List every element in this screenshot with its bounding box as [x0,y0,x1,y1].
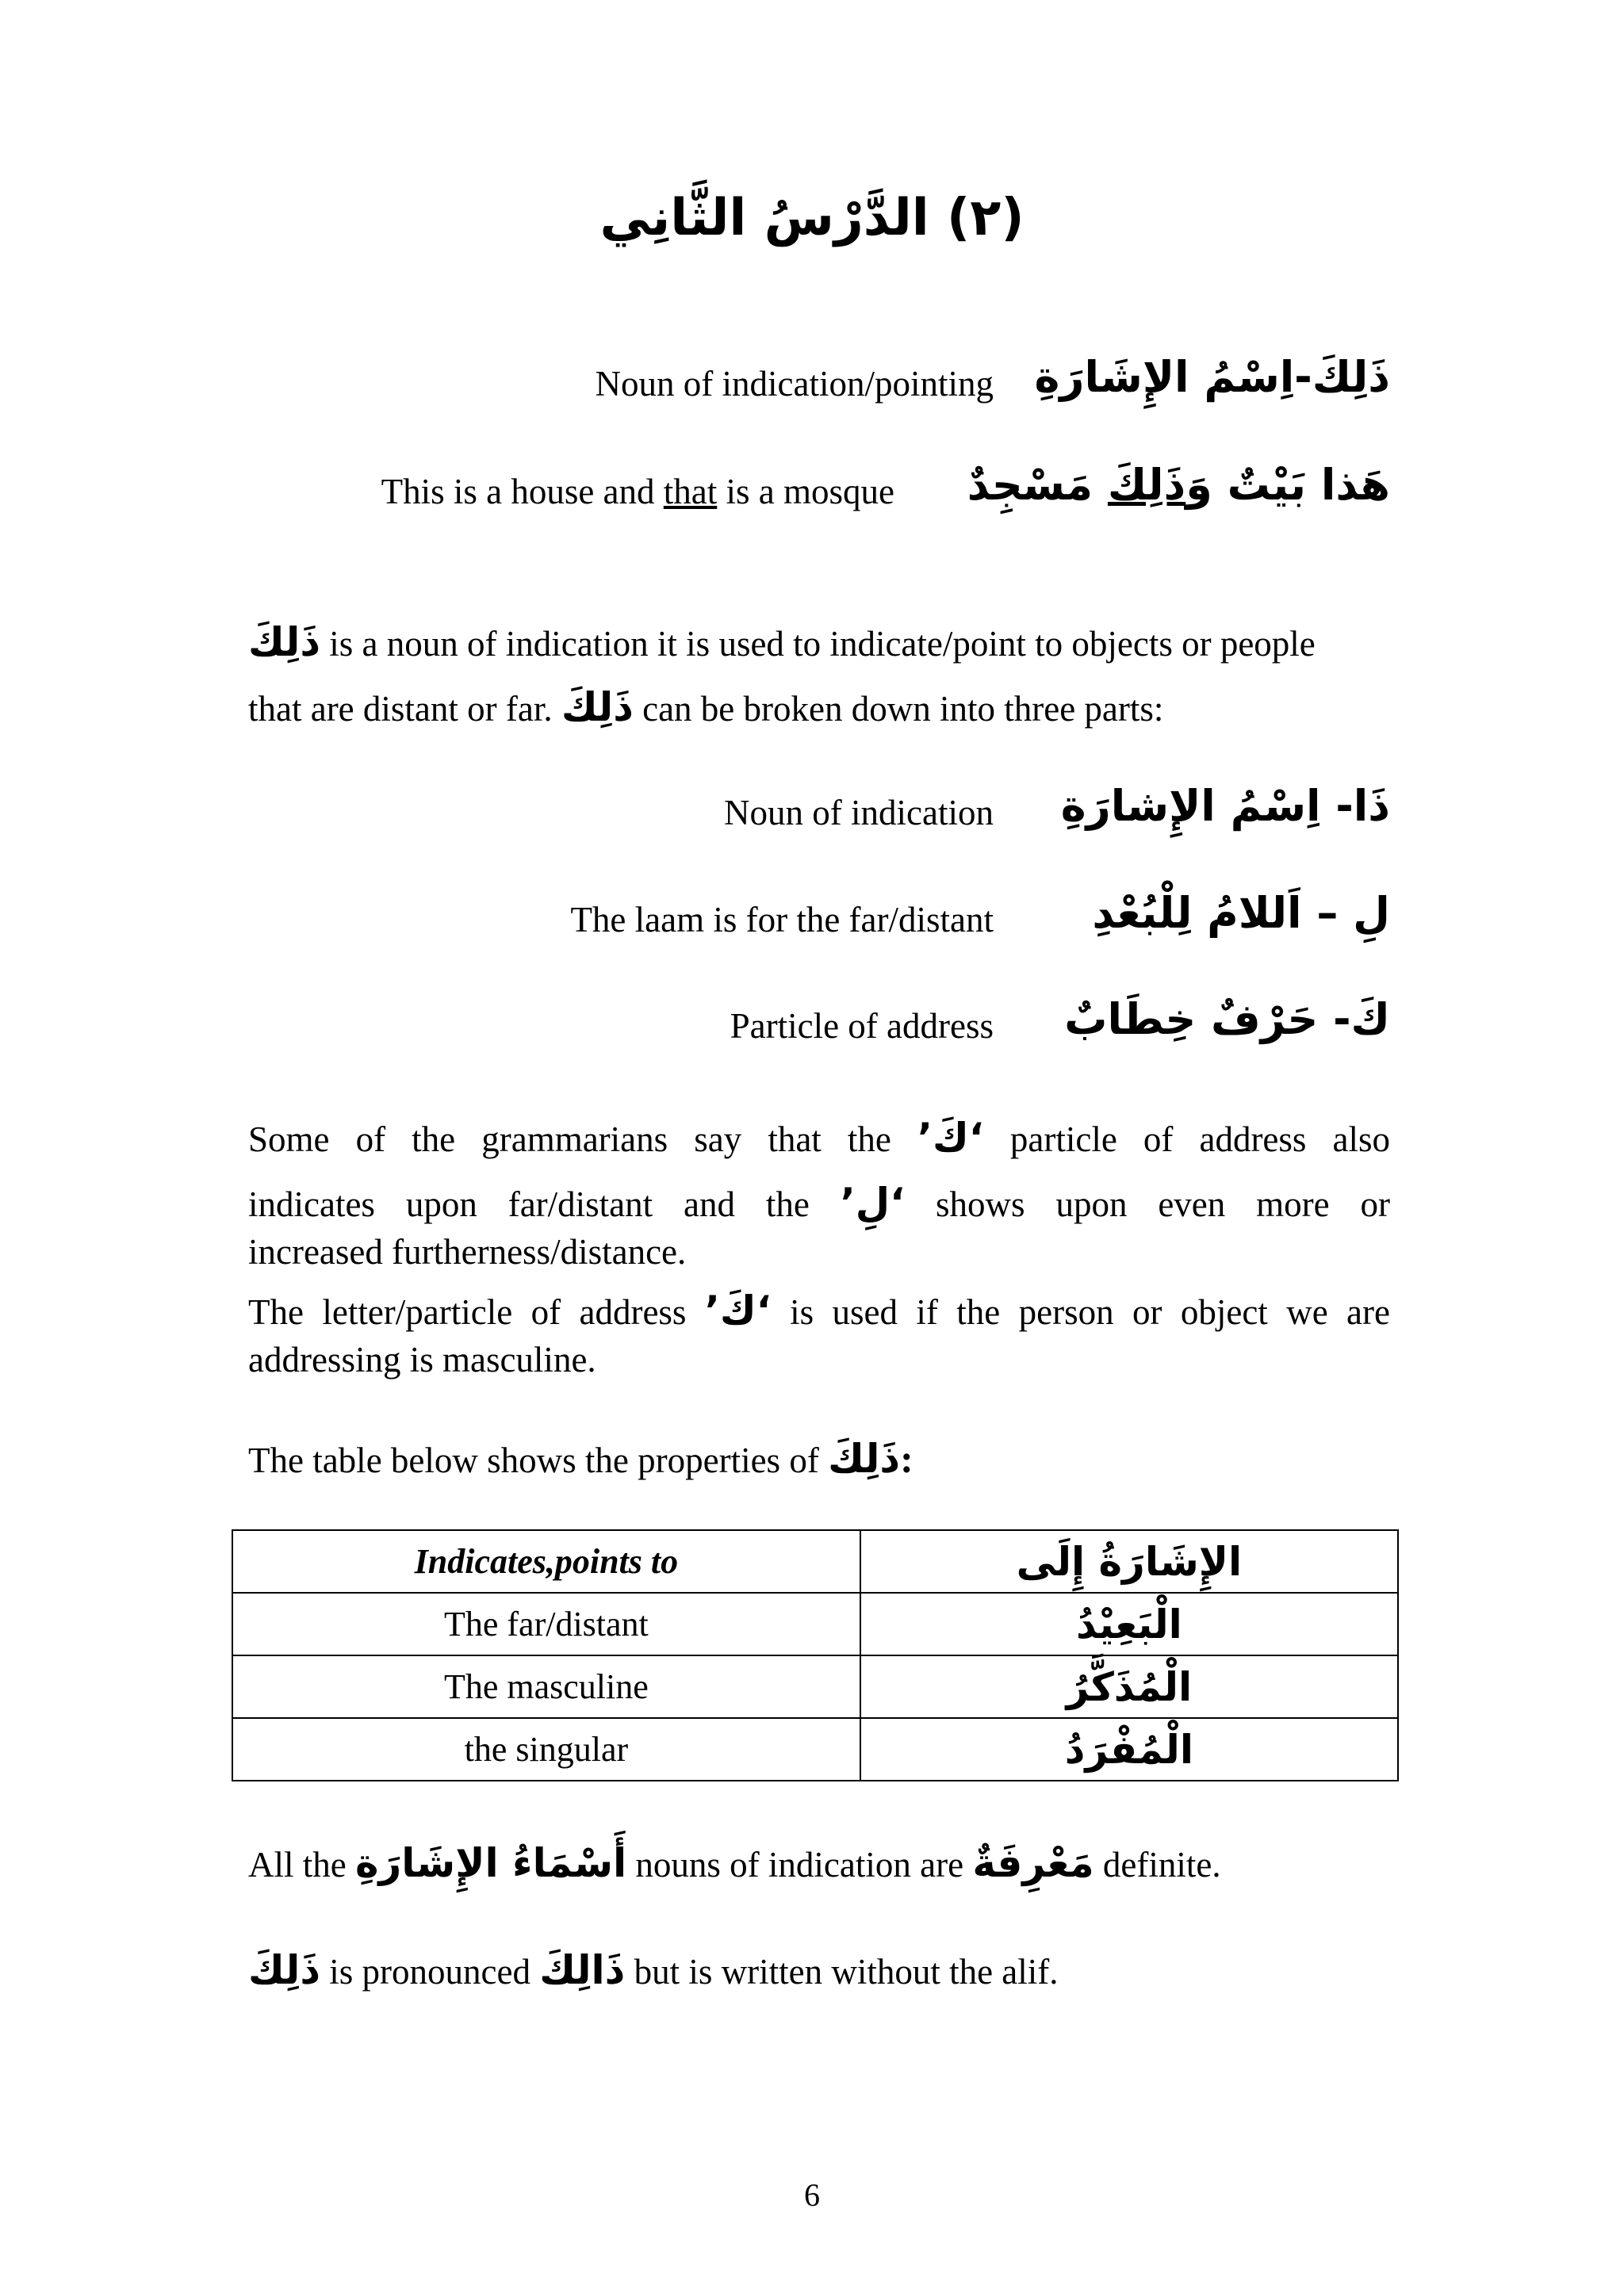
text: All the [248,1845,355,1885]
lesson-title: (٢) الدَّرْسُ الثَّانِي [599,189,1025,247]
arabic-inline: ذَلِكَ [248,1947,320,1993]
properties-table [232,1529,1399,1781]
arabic-term: لِ – اَللامُ لِلْبُعْدِ [1092,888,1390,938]
page-number: 6 [804,2177,820,2213]
paragraph-pronunciation [248,1946,1390,1996]
text: nouns of indication are [626,1845,973,1885]
paragraph-grammarians [248,1114,1390,1383]
english-part: This is a house and [381,472,664,511]
table-header-row [232,1530,1398,1593]
part-row-1 [248,781,1390,844]
intro-row-1 [248,352,1390,415]
text: is used if the person or object we are [771,1292,1390,1332]
text: shows upon even more or [905,1184,1390,1224]
arabic-term: ذَلِكَ-اِسْمُ الإِشَارَةِ [1034,352,1390,402]
paragraph-line: addressing is masculine. [248,1340,596,1380]
arabic-inline: ‘كَ’ [704,1288,772,1334]
part-row-3 [248,994,1390,1058]
part-row-2 [248,888,1390,951]
arabic-term: كَ- حَرْفٌ خِطَابٌ [1064,994,1390,1044]
english-meaning: Particle of address [730,1006,994,1046]
text: is a noun of indication it is used to indicate/point to objects or people [320,624,1316,664]
paragraph-line [248,1114,1390,1163]
arabic-inline: مَعْرِفَةٌ [972,1840,1094,1886]
table-cell-english: The masculine [232,1655,860,1718]
table-row [232,1718,1398,1781]
arabic-inline: ذَلِكَ [828,1436,901,1482]
arabic-inline: ‘كَ’ [917,1115,984,1161]
arabic-underlined: ذَلِكَ [1107,460,1186,510]
text: can be broken down into three parts: [633,689,1164,729]
text: : [900,1437,914,1481]
table-cell-english: the singular [232,1718,860,1781]
intro-row-2 [248,460,1390,523]
arabic-example [967,460,1390,510]
table-cell-english: The far/distant [232,1593,860,1655]
english-example [381,471,894,512]
arabic-inline: ذَالِكَ [539,1947,626,1993]
text: indicates upon far/distant and the [248,1184,841,1224]
arabic-term: ذَا- اِسْمُ الإِشارَةِ [1060,781,1390,831]
arabic-part: مَسْجِدٌ [967,460,1108,510]
text: Some of the grammarians say that the [248,1119,917,1159]
table-row [232,1655,1398,1718]
arabic-part: هَذا بَيْتٌ وَ [1185,460,1390,510]
table-header-arabic: الإِشَارَةُ إِلَى [860,1530,1398,1593]
table-header-english: Indicates,points to [232,1530,860,1593]
table-cell-arabic: الْبَعِيْدُ [860,1593,1398,1655]
english-part: is a mosque [717,472,894,511]
paragraph-line [248,683,1390,733]
paragraph-intro [248,618,1390,733]
arabic-inline: ذَلِكَ [248,619,320,665]
paragraph-line: increased furtherness/distance. [248,1232,687,1272]
english-meaning: Noun of indication [724,793,994,832]
text: The letter/particle of address [248,1292,705,1332]
text: particle of address also [983,1119,1391,1159]
table-row [232,1593,1398,1655]
paragraph-definite [248,1839,1390,1888]
text: is pronounced [320,1952,540,1992]
text: The table below shows the properties of [248,1441,829,1480]
english-underlined: that [663,472,718,511]
paragraph-table-intro [248,1435,1390,1484]
text: but is written without the alif. [625,1952,1059,1992]
arabic-inline: ‘لِ’ [840,1180,906,1226]
english-meaning: Noun of indication/pointing [595,364,994,404]
paragraph-line [248,1287,1390,1336]
table-cell-arabic: الْمُذَكَّرُ [860,1655,1398,1718]
english-meaning: The laam is for the far/distant [570,900,994,939]
arabic-inline: ذَلِكَ [561,684,634,730]
paragraph-line [248,618,1390,668]
paragraph-line [248,1179,1390,1228]
text: that are distant or far. [248,689,561,729]
text: definite. [1094,1845,1221,1885]
table-cell-arabic: الْمُفْرَدُ [860,1718,1398,1781]
arabic-inline: أَسْمَاءُ الإِشَارَةِ [354,1840,627,1886]
